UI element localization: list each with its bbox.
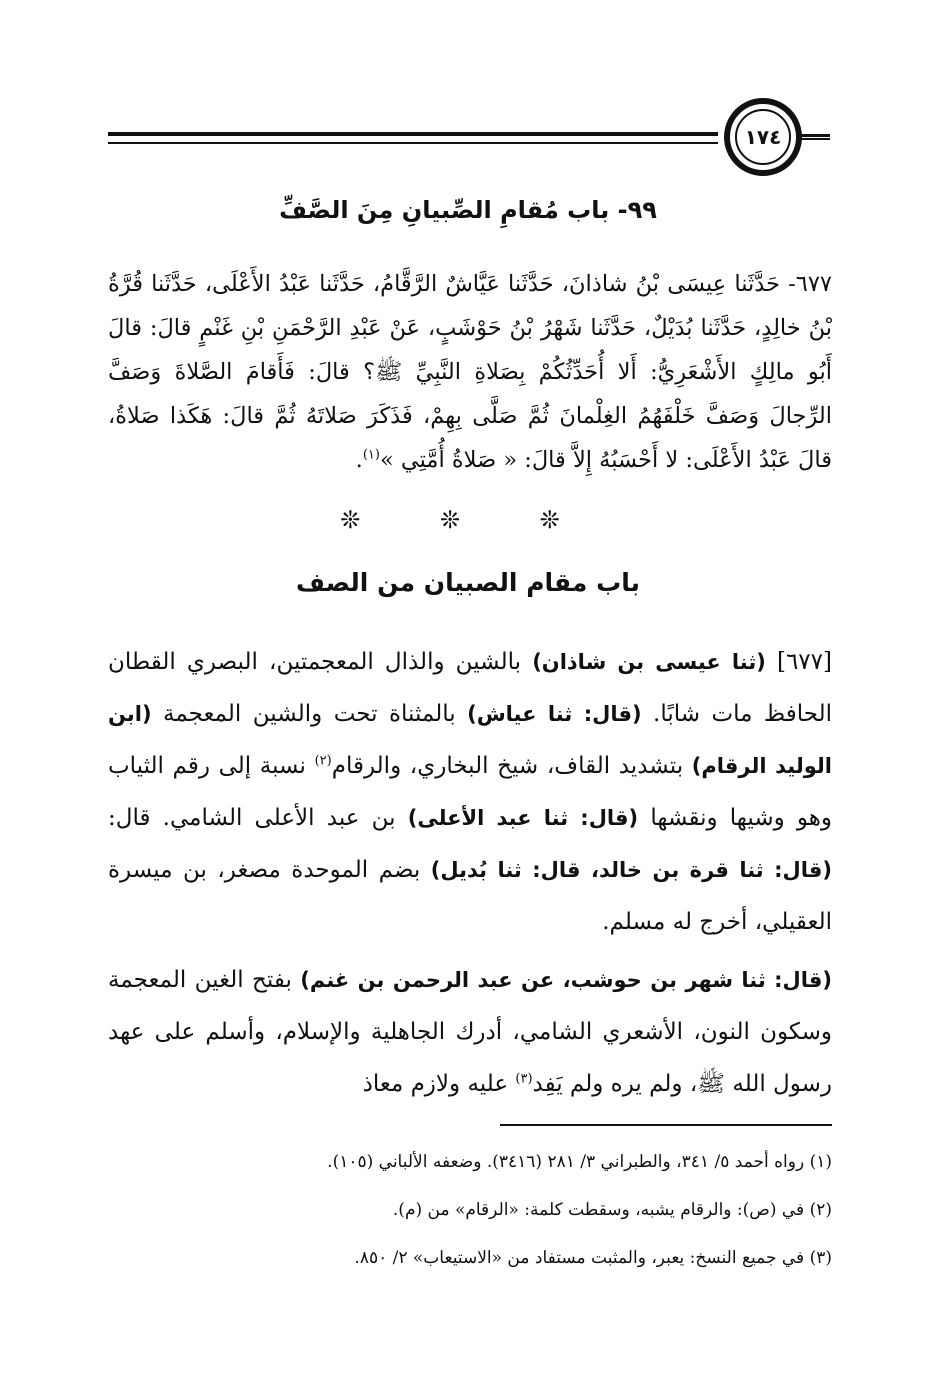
- commentary-heading: باب مقام الصبيان من الصف: [296, 568, 640, 597]
- hadith-text-block: [108, 262, 832, 482]
- footnote-2: (٢) في (ص): والرقام يشبه، وسقطت كلمة: «الرقام» من (م).: [392, 1200, 832, 1220]
- footnote-ref-1: (١): [362, 447, 380, 463]
- text-run: نسبة إلى رقم الثياب وهو وشيها ونقشها: [108, 753, 833, 831]
- header-rule-right: [800, 134, 830, 140]
- narrator-bold: (ثنا عيسى بن شاذان): [532, 650, 766, 674]
- chapter-heading: ٩٩- باب مُقامِ الصِّبيانِ مِنَ الصَّفِّ: [279, 196, 657, 224]
- text-run: بن عبد الأعلى الشامي. قال:: [108, 805, 408, 831]
- footnote-ref-2: (٢): [314, 753, 332, 769]
- page-number: ١٧٤: [735, 109, 791, 165]
- text-run: بالمثناة تحت والشين المعجمة: [151, 701, 468, 727]
- footnote-3: (٣) في جميع النسخ: يعبر، والمثبت مستفاد من «الاستيعاب» ٢/ ٨٥٠.: [354, 1248, 832, 1268]
- narrator-bold: (قال: ثنا شهر بن حوشب، عن عبد الرحمن بن غنم): [300, 968, 832, 992]
- page-number-badge: [724, 98, 802, 176]
- narrator-bold: (قال: ثنا قرة بن خالد، قال: ثنا بُديل): [430, 858, 832, 882]
- text-run: [٦٧٧]: [765, 649, 832, 675]
- hadith-paragraph: [108, 262, 832, 482]
- footnote-ref-3: (٣): [515, 1071, 533, 1087]
- header-rule: [108, 132, 718, 144]
- section-separator: ❊ ❊ ❊: [340, 506, 596, 534]
- narrator-bold: (قال: ثنا عبد الأعلى): [407, 806, 639, 830]
- text-run: بتشديد القاف، شيخ البخاري، والرقام: [331, 753, 692, 779]
- text-run: بضم الموحدة مصغر، بن ميسرة العقيلي، أخرج له مسلم.: [108, 857, 832, 935]
- footnote-1: (١) رواه أحمد ٥/ ٣٤١، والطبراني ٣/ ٢٨١ (٣٤١٦). وضعفه الألباني (١٠٥).: [327, 1152, 832, 1172]
- commentary-paragraph-1: [108, 636, 832, 948]
- narrator-bold: (ابن الوليد الرقام): [108, 702, 832, 778]
- hadith-text: ٦٧٧- حَدَّثَنا عِيسَى بْنُ شاذانَ، حَدَّثَنا عَيَّاشٌ الرَّقَّامُ، حَدَّثَنا عَبْدُ الأَعْلَى، حَدَّثَنا قُرَّةُ بْنُ خالِدٍ، حَدَّثَنا بُدَيْلٌ، حَدَّثَنا شَهْرُ بْنُ حَوْشَبٍ، عَنْ عَبْدِ الرَّحْمَنِ بْنِ غَنْمٍ قالَ: قالَ أَبُو مالِكٍ الأَشْعَرِيُّ: أَلا أُحَدِّثُكُمْ بِصَلاةِ النَّبِيِّ ﷺ؟ قالَ: فَأَقامَ الصَّلاةَ وَصَفَّ الرِّجالَ وَصَفَّ خَلْفَهُمُ الغِلْمانَ ثُمَّ صَلَّى بِهِمْ، فَذَكَرَ صَلاتَهُ ثُمَّ قالَ: هَكَذا صَلاةُ، قالَ عَبْدُ الأَعْلَى: لا أَحْسَبُهُ إِلاَّ قالَ: « صَلاةُ أُمَّتِي »: [108, 271, 832, 473]
- footnotes: [108, 1138, 832, 1282]
- narrator-bold: (قال: ثنا عياش): [467, 702, 642, 726]
- hadith-end: .: [355, 447, 363, 473]
- text-run: عليه ولازم معاذ: [362, 1071, 516, 1097]
- text-run: بفتح الغين المعجمة وسكون النون، الأشعري الشامي، أدرك الجاهلية والإسلام، وأسلم على عهد رسول الله ﷺ، ولم يره ولم يَفِد: [108, 967, 832, 1097]
- commentary-paragraph-2: [108, 954, 832, 1110]
- text-run: بالشين والذال المعجمتين، البصري القطان الحافظ مات شابًا.: [108, 649, 832, 727]
- footnote-rule: [500, 1124, 832, 1126]
- commentary-block: [108, 636, 832, 1110]
